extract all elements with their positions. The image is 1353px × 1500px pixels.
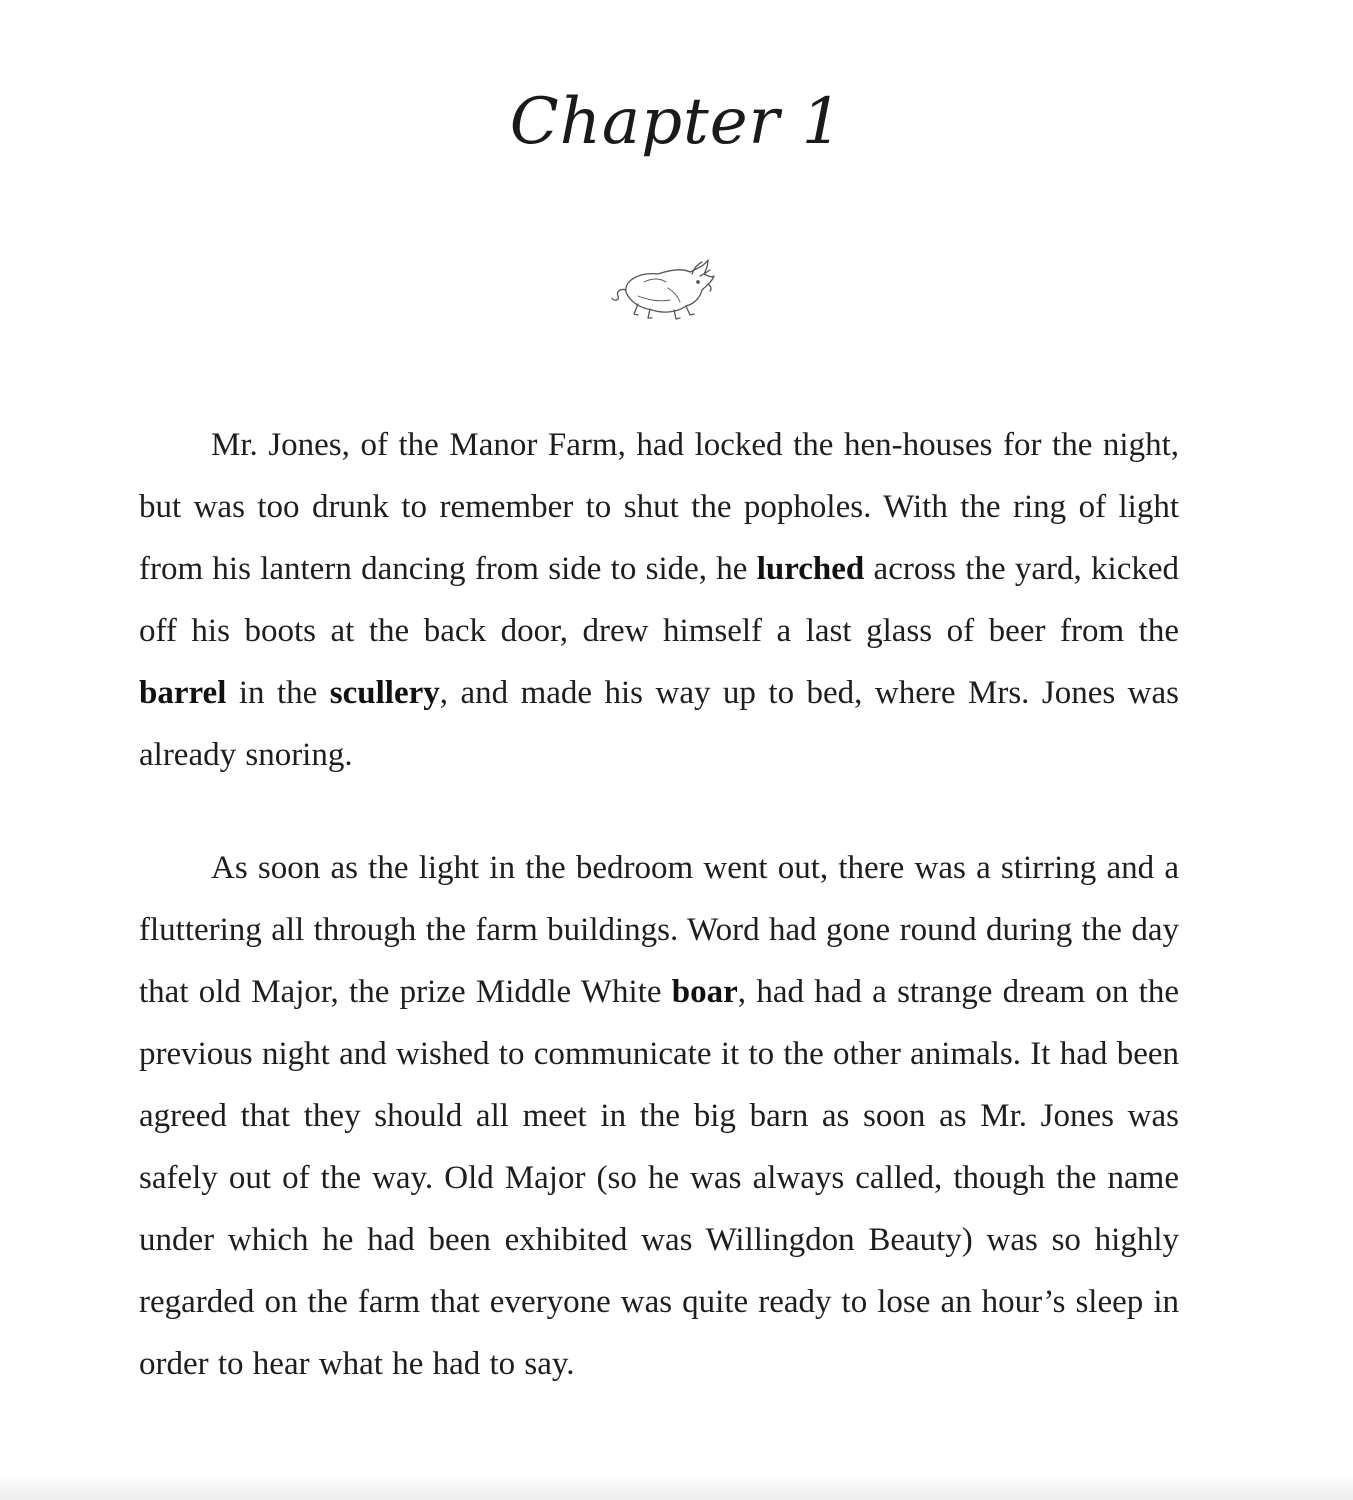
paragraph-2-text: , had had a strange dream on the previous night and wished to communicate it to the other animals. It had been agreed that they should all meet in the big barn as soon as Mr. Jones was safely out of the way. Old Major (so he was always called, though the name under which he had been exhibited was Willingdon Beauty) was so highly regarded on the farm that everyone was quite ready to lose an hour’s sleep in order to hear what he had to say. (139, 974, 1179, 1382)
paragraph-1-text: across the yard, kicked off his boots at the back door, drew himself a last glass of beer from the (139, 551, 1179, 649)
paragraph-1-text: in the (226, 675, 330, 711)
vocab-word-barrel: barrel (139, 675, 227, 711)
paragraph-1-text: Mr. Jones, of the Manor Farm, had locked the hen-houses for the night, but was too drunk to remember to shut the popholes. With the ring of light from his lantern dancing from side to side, he (139, 427, 1179, 587)
vocab-word-lurched: lurched (756, 551, 865, 587)
chapter-title: Chapter 1 (509, 85, 844, 159)
vocab-word-boar: boar (671, 974, 738, 1010)
paragraph-2 (139, 837, 1179, 1395)
paragraph-1-text: , and made his way up to bed, where Mrs. Jones was already snoring. (139, 675, 1179, 773)
paragraph-2-text: As soon as the light in the bedroom went out, there was a stirring and a fluttering all through the farm buildings. Word had gone round during the day that old Major, the prize Middle White (139, 850, 1179, 1010)
page-bottom-edge (0, 1476, 1353, 1500)
vocab-word-scullery: scullery (329, 675, 440, 711)
pig-icon (608, 252, 720, 324)
paragraph-1 (139, 414, 1179, 786)
